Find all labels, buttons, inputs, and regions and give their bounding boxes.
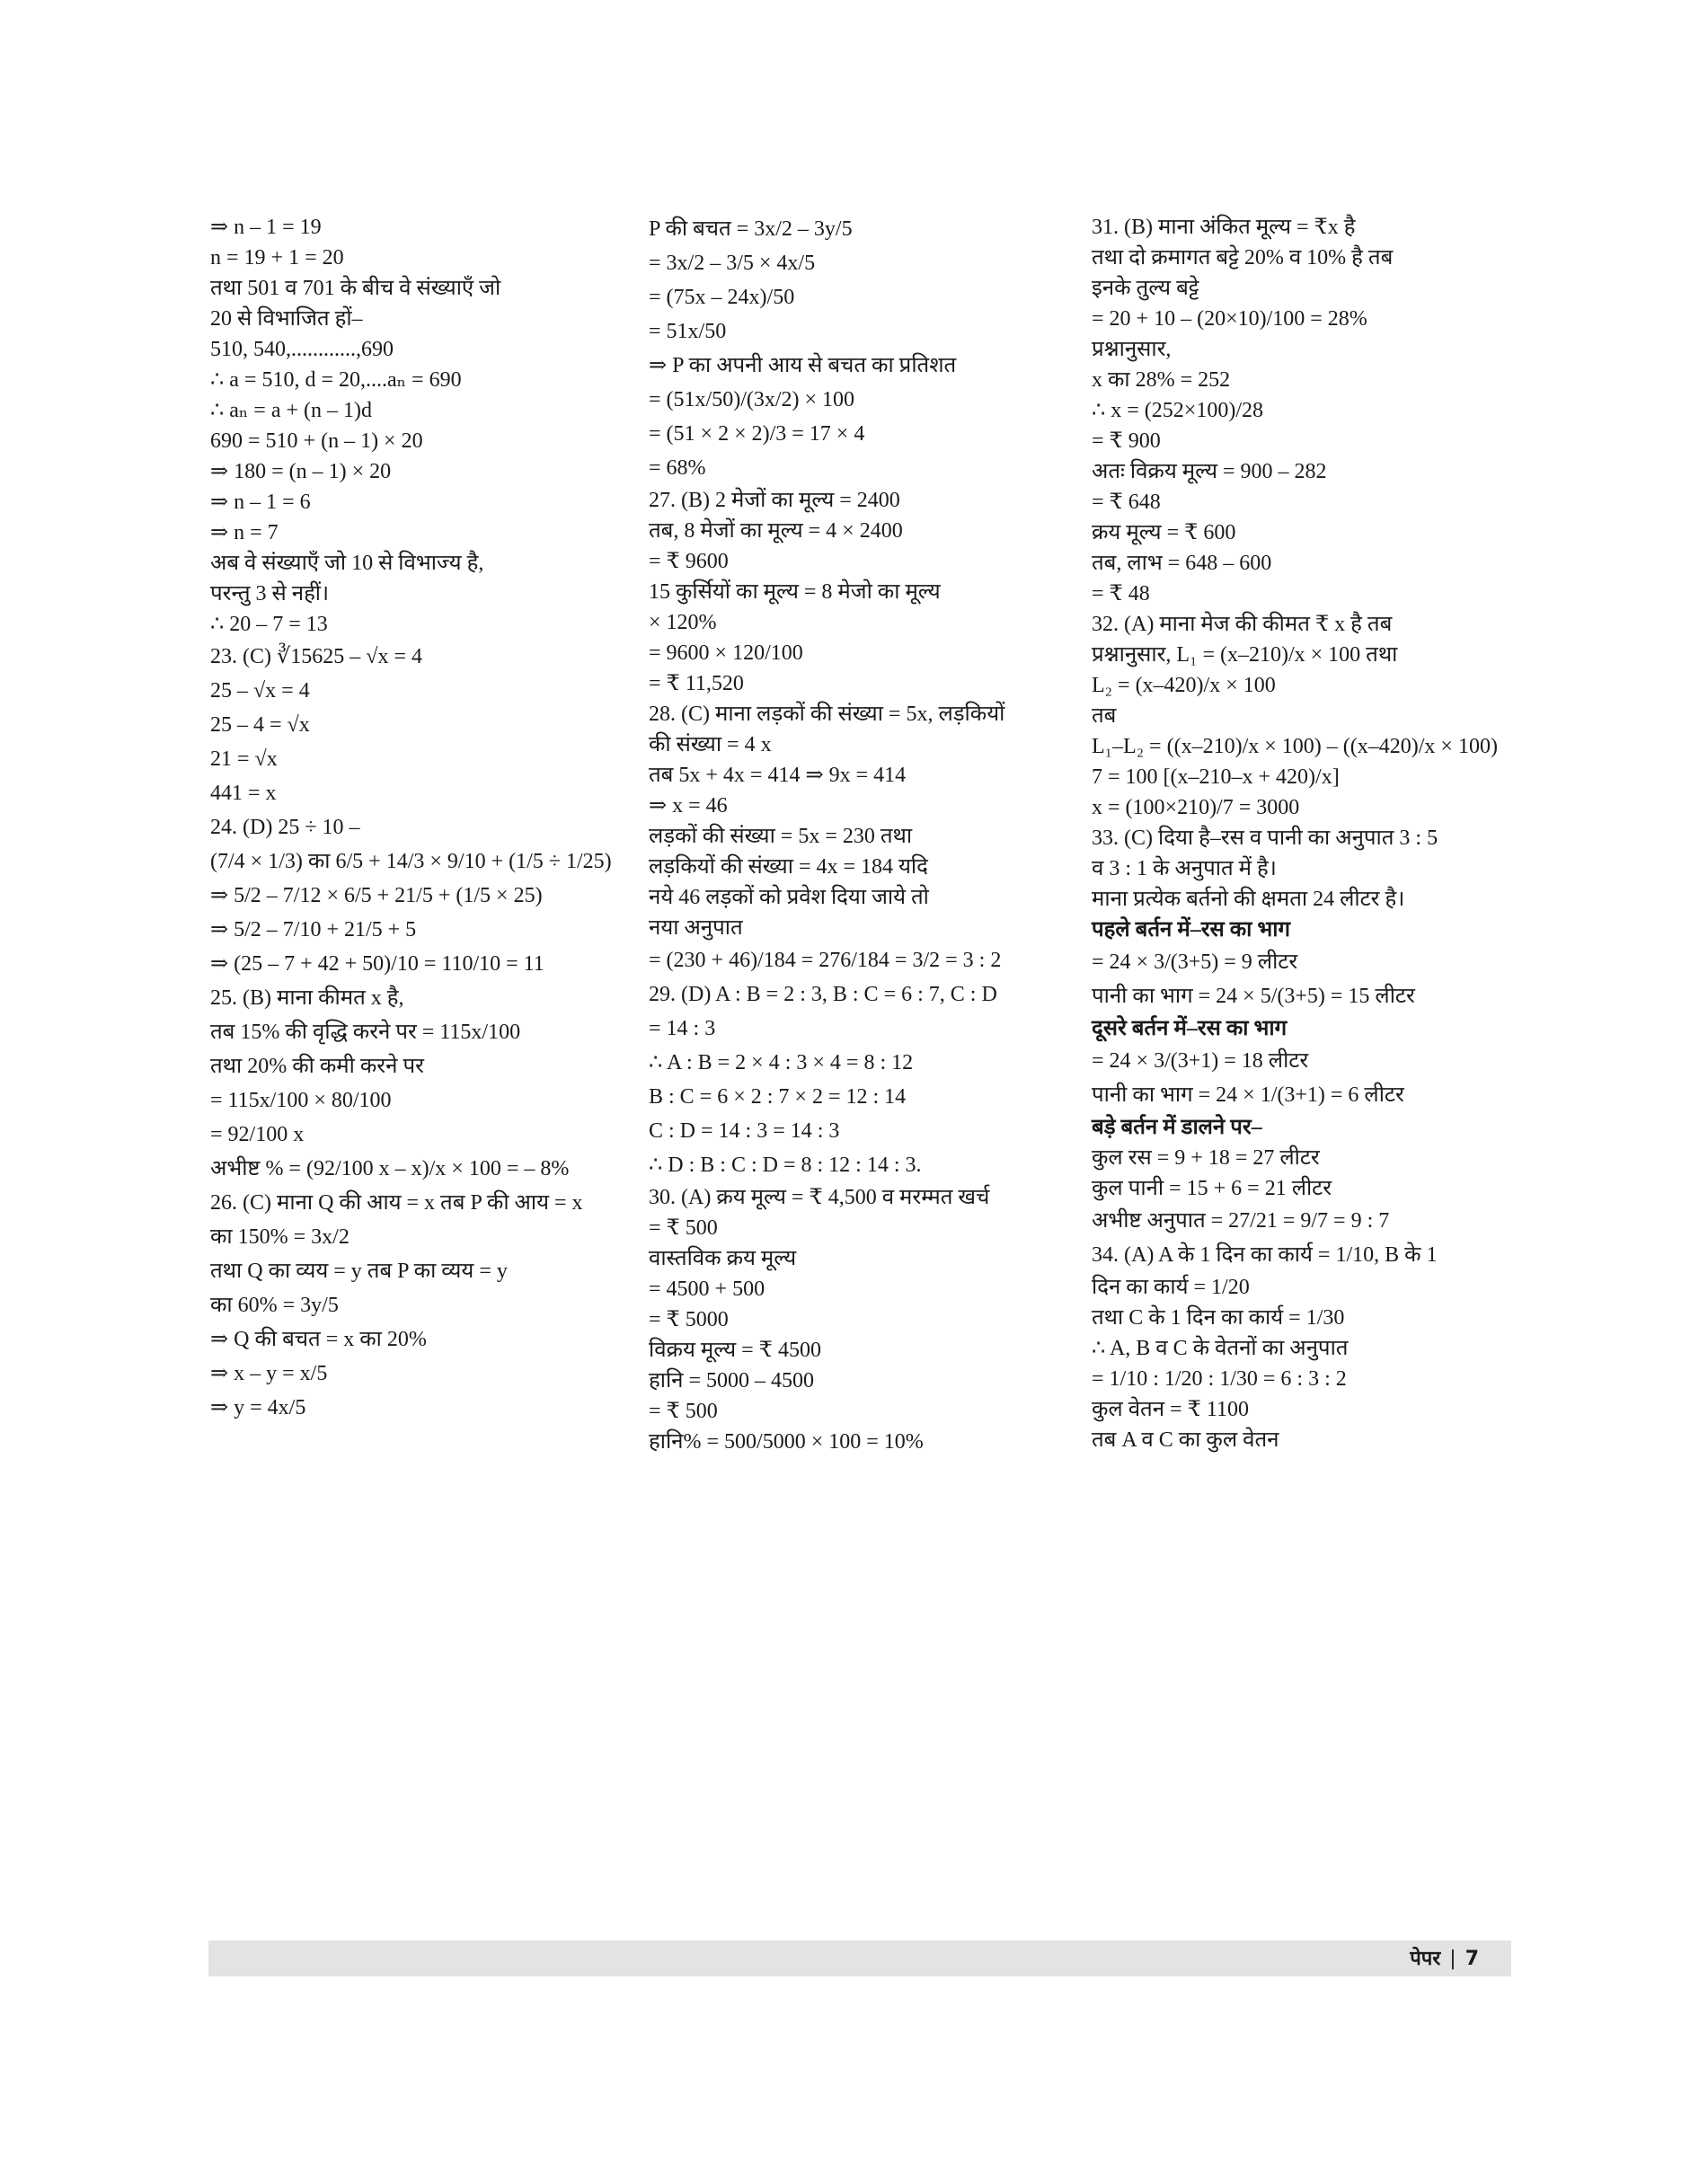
text-line: 690 = 510 + (n – 1) × 20 xyxy=(210,429,423,453)
text-line: ⇒ x – y = x/5 xyxy=(210,1362,328,1385)
text-line: = 68% xyxy=(649,456,706,480)
text-line: = ₹ 9600 xyxy=(649,550,729,573)
question-31-line: 31. (B) माना अंकित मूल्य = ₹x है xyxy=(1092,216,1356,239)
text-line: ⇒ n – 1 = 19 xyxy=(210,216,322,239)
question-30-line: 30. (A) क्रय मूल्य = ₹ 4,500 व मरम्मत खर्च xyxy=(649,1186,990,1209)
text-line: = 92/100 x xyxy=(210,1123,305,1146)
text-line: माना प्रत्येक बर्तनो की क्षमता 24 लीटर है। xyxy=(1092,888,1405,911)
text-line: हानि = 5000 – 4500 xyxy=(649,1369,815,1392)
text-line: ∴ A, B व C के वेतनों का अनुपात xyxy=(1092,1337,1349,1360)
text-line: ⇒ n = 7 xyxy=(210,521,279,544)
text-line: नया अनुपात xyxy=(649,916,743,940)
column-middle xyxy=(649,212,1071,1457)
text-line: ⇒ x = 46 xyxy=(649,794,728,818)
question-25-line: 25. (B) माना कीमत x है, xyxy=(210,986,404,1010)
text-line: तथा 501 व 701 के बीच वे संख्याएँ जो xyxy=(210,277,501,300)
text-line: = ₹ 500 xyxy=(649,1400,718,1423)
text-line: कुल रस = 9 + 18 = 27 लीटर xyxy=(1092,1146,1320,1170)
text-line: नये 46 लड़कों को प्रवेश दिया जाये तो xyxy=(649,886,929,909)
text-line: की संख्या = 4 x xyxy=(649,733,772,756)
footer-separator: | xyxy=(1449,1948,1456,1970)
text-line: = 115x/100 × 80/100 xyxy=(210,1089,392,1112)
text-line: क्रय मूल्य = ₹ 600 xyxy=(1092,521,1236,544)
text-line: तथा C के 1 दिन का कार्य = 1/30 xyxy=(1092,1306,1345,1330)
text-line: = 3x/2 – 3/5 × 4x/5 xyxy=(649,252,816,275)
text-line: ∴ a = 510, d = 20,....aₙ = 690 xyxy=(210,368,462,392)
text-line: तब xyxy=(1092,704,1117,728)
text-line: लड़कों की संख्या = 5x = 230 तथा xyxy=(649,825,913,848)
text-line: कुल पानी = 15 + 6 = 21 लीटर xyxy=(1092,1177,1332,1200)
text-line: = ₹ 5000 xyxy=(649,1308,729,1331)
text-line: = ₹ 500 xyxy=(649,1216,718,1240)
text-line: x = (100×210)/7 = 3000 xyxy=(1092,796,1300,819)
text-line: = 24 × 3/(3+5) = 9 लीटर xyxy=(1092,950,1298,974)
text-line: परन्तु 3 से नहीं। xyxy=(210,582,330,606)
text-line: ⇒ (25 – 7 + 42 + 50)/10 = 110/10 = 11 xyxy=(210,952,544,976)
text-line: n = 19 + 1 = 20 xyxy=(210,246,344,270)
text-line: ∴ D : B : C : D = 8 : 12 : 14 : 3. xyxy=(649,1154,922,1177)
text-line: 510, 540,............,690 xyxy=(210,338,394,361)
text-line: तब, 8 मेजों का मूल्य = 4 × 2400 xyxy=(649,519,903,543)
text-line: = (51 × 2 × 2)/3 = 17 × 4 xyxy=(649,422,865,446)
text-line: = 24 × 3/(3+1) = 18 लीटर xyxy=(1092,1049,1309,1073)
text-line: L₁–L₂ = ((x–210)/x × 100) – ((x–420)/x × 100) xyxy=(1092,735,1498,758)
text-line: B : C = 6 × 2 : 7 × 2 = 12 : 14 xyxy=(649,1085,907,1109)
text-line: 25 – √x = 4 xyxy=(210,679,310,703)
text-line: का 150% = 3x/2 xyxy=(210,1225,350,1249)
text-line: ∴ 20 – 7 = 13 xyxy=(210,613,328,636)
text-line: = (75x – 24x)/50 xyxy=(649,286,795,309)
text-line: अब वे संख्याएँ जो 10 से विभाज्य है, xyxy=(210,552,484,575)
text-line: ⇒ n – 1 = 6 xyxy=(210,491,311,514)
text-line: ∴ x = (252×100)/28 xyxy=(1092,399,1263,422)
text-line: ⇒ Q की बचत = x का 20% xyxy=(210,1328,427,1351)
text-line: = 1/10 : 1/20 : 1/30 = 6 : 3 : 2 xyxy=(1092,1367,1347,1391)
text-line: ⇒ y = 4x/5 xyxy=(210,1396,306,1419)
text-line: = (230 + 46)/184 = 276/184 = 3/2 = 3 : 2 xyxy=(649,949,1002,972)
text-line: प्रश्नानुसार, L₁ = (x–210)/x × 100 तथा xyxy=(1092,643,1398,667)
text-line: = ₹ 648 xyxy=(1092,491,1161,514)
text-line: = 51x/50 xyxy=(649,320,727,343)
text-line: 25 – 4 = √x xyxy=(210,713,310,737)
text-line: पानी का भाग = 24 × 1/(3+1) = 6 लीटर xyxy=(1092,1083,1404,1107)
text-line: व 3 : 1 के अनुपात में है। xyxy=(1092,857,1277,880)
text-line: 20 से विभाजित हों– xyxy=(210,307,363,331)
text-line: वास्तविक क्रय मूल्य xyxy=(649,1247,797,1270)
text-line: = 14 : 3 xyxy=(649,1017,716,1040)
text-line: अभीष्ट % = (92/100 x – x)/x × 100 = – 8% xyxy=(210,1157,570,1180)
text-line: प्रश्नानुसार, xyxy=(1092,338,1172,361)
text-line: का 60% = 3y/5 xyxy=(210,1294,339,1317)
text-line: ⇒ 5/2 – 7/10 + 21/5 + 5 xyxy=(210,918,417,941)
text-line: = ₹ 11,520 xyxy=(649,672,744,695)
text-line: 21 = √x xyxy=(210,747,278,771)
text-line: ⇒ 5/2 – 7/12 × 6/5 + 21/5 + (1/5 × 25) xyxy=(210,884,543,907)
text-line: अभीष्ट अनुपात = 27/21 = 9/7 = 9 : 7 xyxy=(1092,1209,1390,1233)
text-line: तब 15% की वृद्धि करने पर = 115x/100 xyxy=(210,1021,521,1044)
section-heading: बड़े बर्तन में डालने पर– xyxy=(1092,1116,1262,1139)
text-line: 15 कुर्सियों का मूल्य = 8 मेजो का मूल्य xyxy=(649,580,941,604)
question-32-line: 32. (A) माना मेज की कीमत ₹ x है तब xyxy=(1092,613,1393,636)
page-footer-bar xyxy=(208,1940,1511,1976)
page-footer-label xyxy=(1410,1944,1479,1971)
text-line: अतः विक्रय मूल्य = 900 – 282 xyxy=(1092,460,1327,483)
page-number: 7 xyxy=(1465,1948,1479,1970)
text-line: = 4500 + 500 xyxy=(649,1277,766,1301)
question-26-line: 26. (C) माना Q की आय = x तब P की आय = x xyxy=(210,1191,583,1215)
text-line: तथा 20% की कमी करने पर xyxy=(210,1055,424,1078)
text-line: तथा दो क्रमागत बट्टे 20% व 10% है तब xyxy=(1092,246,1394,270)
text-line: (7/4 × 1/3) का 6/5 + 14/3 × 9/10 + (1/5 ÷ 1/25) xyxy=(210,850,612,873)
text-line: x का 28% = 252 xyxy=(1092,368,1231,392)
text-line: 441 = x xyxy=(210,782,277,805)
text-line: C : D = 14 : 3 = 14 : 3 xyxy=(649,1119,840,1143)
text-line: तब 5x + 4x = 414 ⇒ 9x = 414 xyxy=(649,764,907,787)
question-28-line: 28. (C) माना लड़कों की संख्या = 5x, लड़कियों xyxy=(649,703,1005,726)
text-line: तब A व C का कुल वेतन xyxy=(1092,1428,1279,1452)
text-line: = 20 + 10 – (20×10)/100 = 28% xyxy=(1092,307,1367,331)
text-line: ∴ A : B = 2 × 4 : 3 × 4 = 8 : 12 xyxy=(649,1051,914,1074)
text-line: विक्रय मूल्य = ₹ 4500 xyxy=(649,1339,821,1362)
text-line: ⇒ P का अपनी आय से बचत का प्रतिशत xyxy=(649,354,957,377)
section-heading: पहले बर्तन में–रस का भाग xyxy=(1092,918,1290,941)
text-line: ∴ aₙ = a + (n – 1)d xyxy=(210,399,373,422)
text-line: × 120% xyxy=(649,611,717,634)
text-line: = 9600 × 120/100 xyxy=(649,641,803,665)
text-line: तब, लाभ = 648 – 600 xyxy=(1092,552,1272,575)
text-line: लड़कियों की संख्या = 4x = 184 यदि xyxy=(649,855,928,879)
question-33-line: 33. (C) दिया है–रस व पानी का अनुपात 3 : 5 xyxy=(1092,827,1438,850)
text-line: तथा Q का व्यय = y तब P का व्यय = y xyxy=(210,1260,508,1283)
text-line: कुल वेतन = ₹ 1100 xyxy=(1092,1398,1249,1421)
question-34-line: 34. (A) A के 1 दिन का कार्य = 1/10, B के 1 xyxy=(1092,1243,1438,1267)
column-left xyxy=(210,212,633,1425)
text-line: 7 = 100 [(x–210–x + 420)/x] xyxy=(1092,765,1340,789)
text-line: ⇒ 180 = (n – 1) × 20 xyxy=(210,460,392,483)
footer-section-name: पेपर xyxy=(1410,1948,1441,1970)
question-29-line: 29. (D) A : B = 2 : 3, B : C = 6 : 7, C : D xyxy=(649,983,997,1006)
text-line: इनके तुल्य बट्टे xyxy=(1092,277,1199,300)
text-line: = ₹ 48 xyxy=(1092,582,1150,606)
question-27-line: 27. (B) 2 मेजों का मूल्य = 2400 xyxy=(649,489,900,512)
column-right xyxy=(1092,212,1514,1455)
text-line: = (51x/50)/(3x/2) × 100 xyxy=(649,388,855,411)
text-line: = ₹ 900 xyxy=(1092,429,1161,453)
text-line: P की बचत = 3x/2 – 3y/5 xyxy=(649,217,853,241)
text-line: पानी का भाग = 24 × 5/(3+5) = 15 लीटर xyxy=(1092,985,1415,1008)
text-line: दिन का कार्य = 1/20 xyxy=(1092,1276,1250,1299)
text-line: हानि% = 500/5000 × 100 = 10% xyxy=(649,1430,924,1454)
text-line: L₂ = (x–420)/x × 100 xyxy=(1092,674,1276,697)
question-24-line: 24. (D) 25 ÷ 10 – xyxy=(210,816,360,839)
question-23-line: 23. (C) ∛15625 – √x = 4 xyxy=(210,645,422,668)
section-heading: दूसरे बर्तन में–रस का भाग xyxy=(1092,1017,1288,1040)
